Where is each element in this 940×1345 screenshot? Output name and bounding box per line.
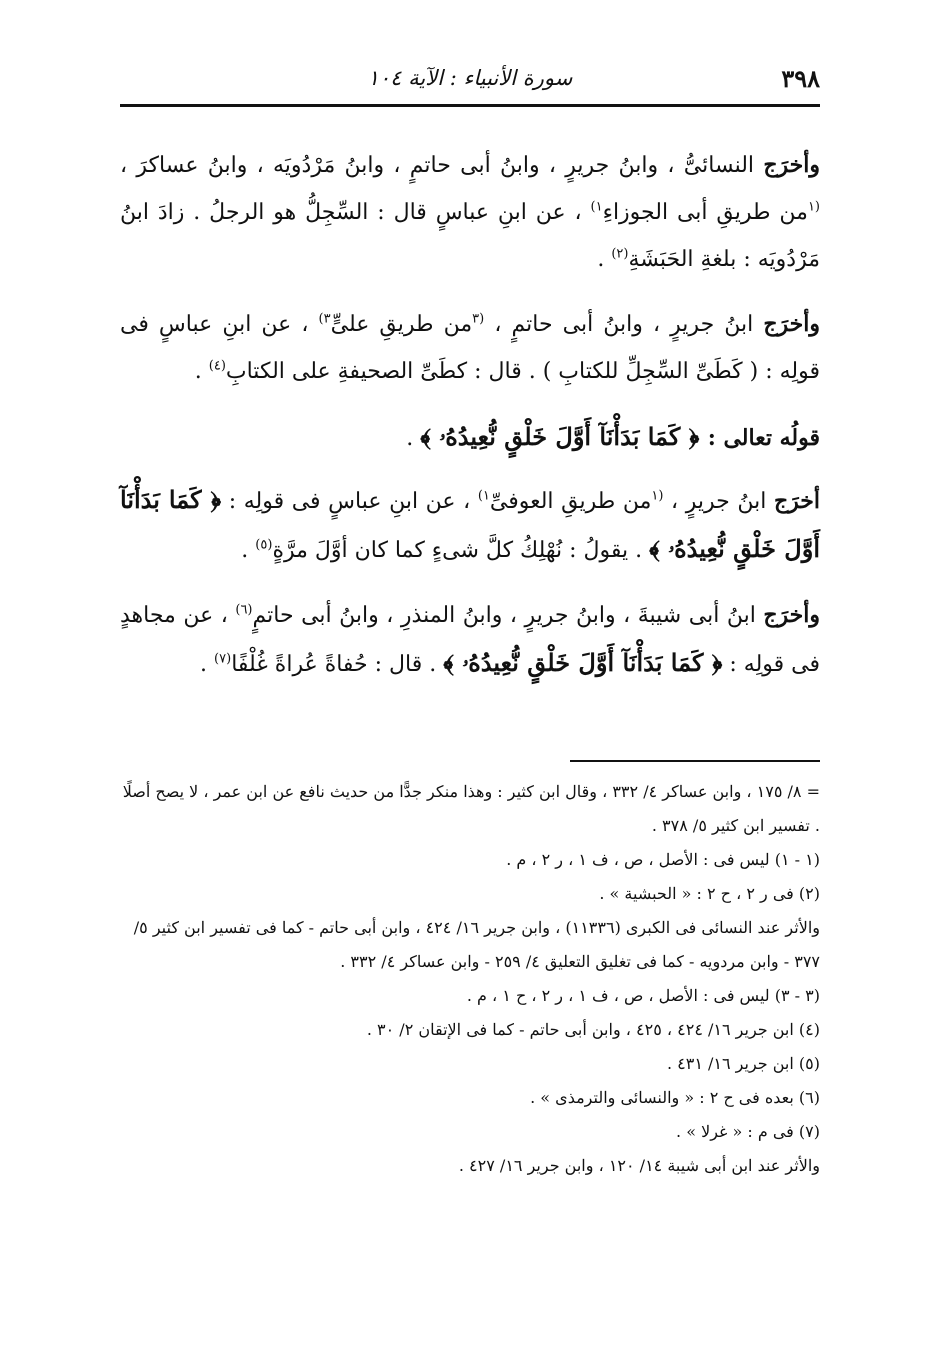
main-text: [120, 142, 820, 706]
footnote-marker: (٧): [214, 651, 232, 667]
footnote: (٦) بعده فى ح ٢ : « والنسائى والترمذى » .: [530, 1088, 820, 1107]
footnotes: [120, 775, 820, 1183]
footnote: (٢) فى ر ٢ ، ح ٢ : « الحبشية » .: [599, 884, 820, 903]
footnote: (١ - ١) ليس فى : الأصل ، ص ، ف ١ ، ر ٢ ، م .: [506, 850, 820, 869]
verse-heading: [120, 413, 820, 462]
paragraph-text: .: [194, 359, 209, 384]
paragraph-lead: وأخرَج: [763, 602, 821, 628]
page-number: ٣٩٨: [781, 64, 820, 93]
paragraph-text: .: [597, 247, 612, 272]
footnote-marker: (١: [651, 488, 664, 504]
paragraph-lead: وأخرَج: [763, 311, 820, 337]
footnote-marker: ٣): [318, 311, 331, 327]
paragraph-text: ابنُ أبى شيبةَ ، وابنُ جريرٍ ، وابنُ المنذرِ ، وابنُ أبى حاتمٍ: [252, 603, 764, 628]
footnote-marker: (٤): [208, 358, 226, 374]
footnote: (٤) ابن جرير ١٦/ ٤٢٤ ، ٤٢٥ ، وابن أبى حاتم - كما فى الإتقان ٢/ ٣٠ .: [366, 1020, 820, 1039]
footnote: والأثر عند النسائى فى الكبرى (١١٣٣٦) ، وابن جرير ١٦/ ٤٢٤ ، وابن أبى حاتم - كما فى تفسير ابن كثير ٥/ ٣٧٧ - وابن مردويه - كما فى تغليق التعليق ٤/ ٢٥٩ - وابن عساكر ٤/ ٣٣٢ .: [133, 918, 820, 971]
footnote: (٥) ابن جرير ١٦/ ٤٣١ .: [666, 1054, 820, 1073]
paragraph-text: ، عن ابنِ عباسٍ قال : السِّجِلُّ هو الرجلُ . زادَ ابنُ مَرْدُويَه : بلغةِ الحَبَشَةِ: [120, 200, 820, 272]
paragraph-text: ، عن ابنِ عباسٍ فى قولِه : ( كَطَىِّ السِّجِلِّ للكتابِ ) . قال : كطَىِّ الصحيفةِ على الكتابِ: [120, 312, 820, 384]
footnote-marker: (١: [807, 199, 820, 215]
paragraph-text: ابنُ جريرٍ ، وابنُ أبى حاتمٍ ،: [484, 312, 764, 337]
paragraph-lead: أخرَج: [773, 488, 820, 514]
paragraph-text: من طريقِ أبى الجوزاءِ: [602, 200, 808, 225]
running-title: سورة الأنبياء : الآية ١٠٤: [367, 66, 573, 90]
paragraph-text: .: [200, 652, 215, 677]
footnote-marker: (٢): [611, 246, 629, 262]
paragraph-1: [120, 142, 820, 283]
footnote-marker: (٣: [472, 311, 485, 327]
paragraph-text: ، عن ابنِ عباسٍ فى قولِه :: [221, 489, 478, 514]
paragraph-text: .: [406, 426, 421, 451]
paragraph-text: من طريقِ العوفىِّ: [489, 489, 652, 514]
paragraph-4: [120, 476, 820, 574]
paragraph-text: النسائىُّ ، وابنُ جريرٍ ، وابنُ أبى حاتمٍ ، وابنُ مَرْدُويَه ، وابنُ عساكرَ ،: [120, 153, 764, 178]
paragraph-text: . قال : حُفاةً عُراةً غُلْفًا: [231, 652, 444, 677]
footnote: (٧) فى م : « غرلا » .: [676, 1122, 820, 1141]
footnote: (٣ - ٣) ليس فى : الأصل ، ص ، ف ١ ، ر ٢ ، ح ١ ، م .: [466, 986, 820, 1005]
quran-verse: ﴿ كَمَا بَدَأْنَآ أَوَّلَ خَلْقٍ نُّعِيدُهُۥ ﴾: [443, 648, 723, 677]
paragraph-5: [120, 592, 820, 688]
paragraph-text: ابنُ جريرٍ ،: [663, 489, 774, 514]
paragraph-text: ، عن مجاهدٍ فى قولِه :: [120, 603, 820, 677]
footnote-rule: [570, 760, 820, 762]
paragraph-text: . يقولُ : نُهْلِكُ كلَّ شىءٍ كما كان أوَّلَ مرَّةٍ: [272, 538, 650, 563]
footnote-marker: ١): [590, 199, 603, 215]
footnote: = ٨/ ١٧٥ ، وابن عساكر ٤/ ٣٣٢ ، وقال ابن كثير : وهذا منكر جدًّا من حديث نافع عن ابن عمر ، لا يصح أصلًا . تفسير ابن كثير ٥/ ٣٧٨ .: [122, 782, 820, 835]
page-header: [120, 58, 820, 102]
footnote-marker: (٥): [255, 537, 273, 553]
quran-verse: ﴿ كَمَا بَدَأْنَآ أَوَّلَ خَلْقٍ نُّعِيدُهُۥ ﴾: [420, 422, 708, 451]
paragraph-text: .: [241, 538, 256, 563]
footnote-marker: (٦): [235, 602, 253, 618]
header-rule: [120, 104, 820, 107]
paragraph-2: [120, 301, 820, 395]
heading-label: قولُه تعالى :: [707, 425, 820, 451]
quran-verse: ﴿ كَمَا بَدَأْنَآ أَوَّلَ خَلْقٍ نُّعِيدُهُۥ ﴾: [120, 485, 820, 563]
paragraph-lead: وأخرَج: [763, 152, 820, 178]
paragraph-text: من طريقِ علىٍّ: [330, 312, 473, 337]
footnote-marker: ١): [477, 488, 490, 504]
footnote: والأثر عند ابن أبى شيبة ١٤/ ١٢٠ ، وابن جرير ١٦/ ٤٢٧ .: [458, 1156, 820, 1175]
